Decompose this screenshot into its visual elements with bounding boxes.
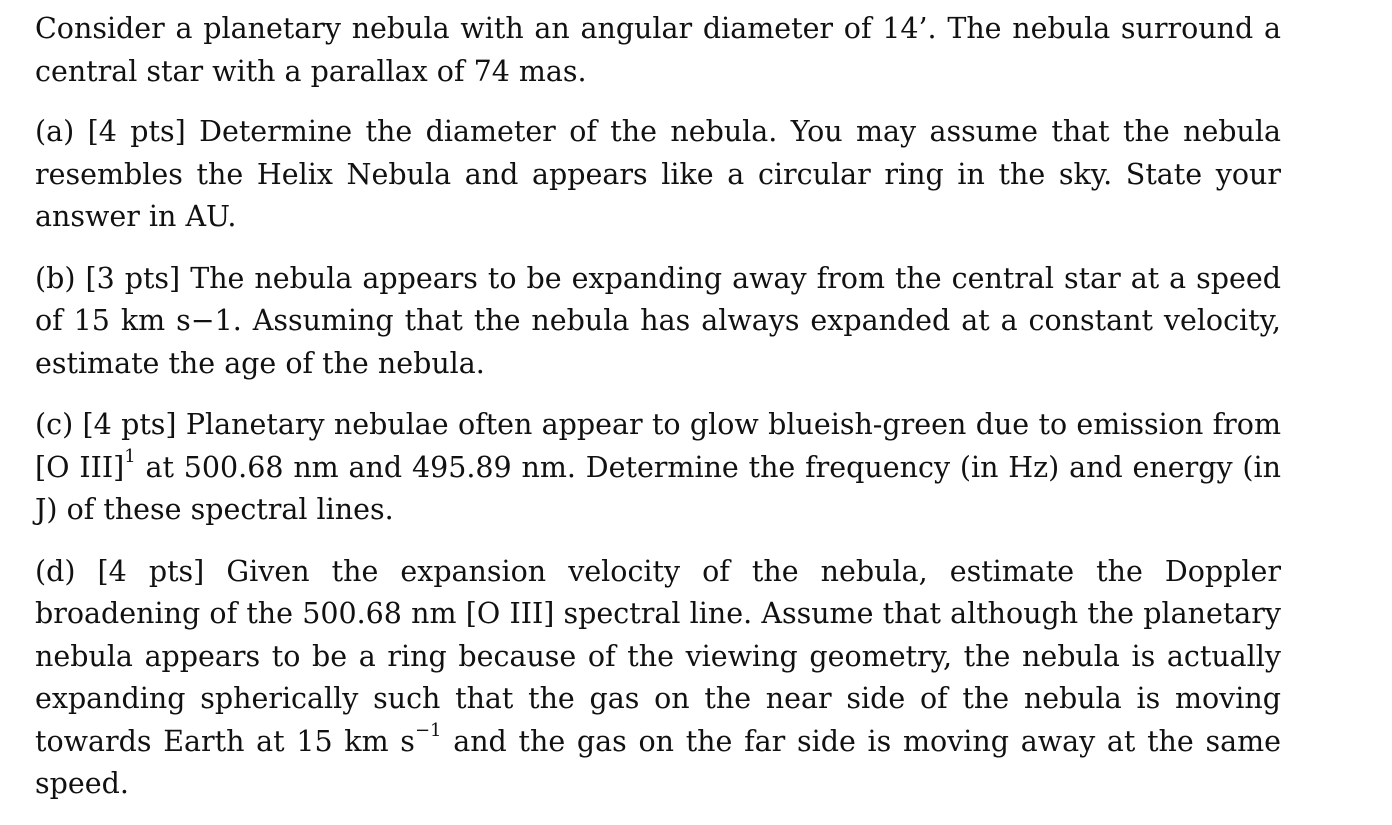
part-a-text: Determine the diameter of the nebula. You may assume that the nebula resembles the Helix Nebula and appears like a circular ring in the sky. State your answer in AU. — [35, 115, 1282, 233]
part-b-text: The nebula appears to be expanding away from the central star at a speed of 15 km s−1. Assuming that the nebula has always expanded at a constant velocity, estimate the age of the nebula. — [35, 261, 1281, 380]
part-c-points: [4 pts] — [82, 408, 177, 441]
unit-exponent: −1 — [414, 720, 442, 741]
footnote-mark: 1 — [124, 446, 136, 467]
intro-paragraph — [35, 8, 1281, 93]
part-c-text-after: at 500.68 nm and 495.89 nm. Determine the frequency (in Hz) and energy (in J) of these spectral lines. — [35, 450, 1282, 526]
part-c-paragraph — [35, 404, 1281, 532]
part-b-label: (b) — [35, 261, 76, 295]
part-a-label: (a) — [35, 115, 75, 148]
part-b-paragraph — [35, 258, 1281, 386]
part-d-text-before: Given the expansion velocity of the nebula, estimate the Doppler broadening of the 500.68 nm [O III] spectral line. Assume that although the planetary nebula appears to be a ring because of the viewing geometry, the nebula is actually expanding spherically such that the gas on the near side of the nebula is moving towards Earth at 15 km s — [35, 554, 1281, 758]
part-c-text-before: Planetary nebulae often appear to glow blueish-green due to emission from [O III] — [35, 408, 1281, 484]
part-b-points: [3 pts] — [85, 261, 181, 295]
part-d-paragraph — [35, 551, 1281, 806]
part-d-points: [4 pts] — [97, 554, 205, 588]
part-a-paragraph — [35, 111, 1281, 239]
part-a-points: [4 pts] — [87, 115, 186, 148]
part-c-label: (c) — [35, 408, 74, 441]
intro-text: Consider a planetary nebula with an angular diameter of 14’. The nebula surround a central star with a parallax of 74 mas. — [35, 12, 1281, 88]
part-d-label: (d) — [35, 554, 76, 588]
part-d-text-after: and the gas on the far side is moving away at the same speed. — [35, 724, 1281, 800]
problem-document — [35, 8, 1281, 825]
